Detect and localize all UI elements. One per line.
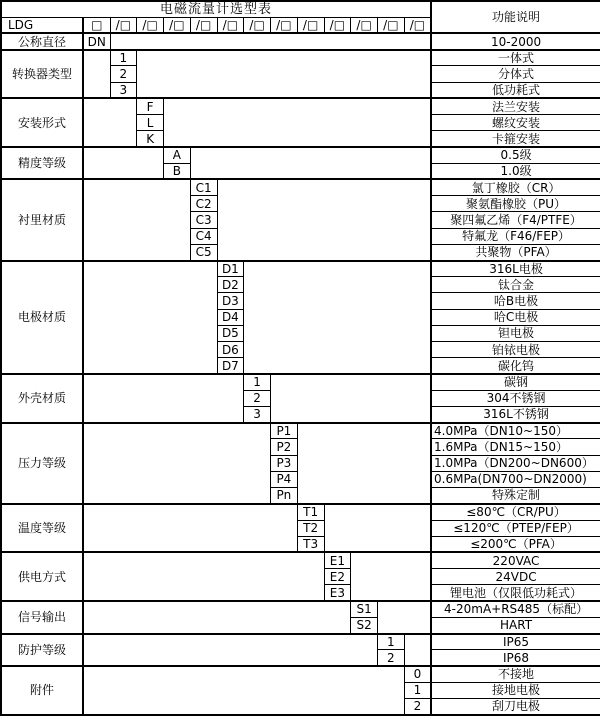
function-desc: 钛合金 bbox=[431, 277, 600, 293]
spacer-cell bbox=[83, 666, 404, 715]
code-cell: 1 bbox=[110, 50, 137, 66]
function-desc: IP68 bbox=[431, 650, 600, 666]
model-prefix: LDG bbox=[1, 17, 83, 33]
model-slot: /□ bbox=[351, 17, 378, 33]
code-cell: C1 bbox=[190, 179, 217, 195]
code-cell: Pn bbox=[271, 488, 298, 504]
function-desc: 碳化钨 bbox=[431, 358, 600, 374]
spacer-cell bbox=[83, 634, 378, 666]
model-slot: /□ bbox=[378, 17, 405, 33]
code-cell: P3 bbox=[271, 455, 298, 471]
spacer-cell bbox=[83, 98, 137, 147]
section-label: 衬里材质 bbox=[1, 179, 83, 260]
function-desc: 卡箍安装 bbox=[431, 131, 600, 147]
function-desc: 特氟龙（F46/FEP） bbox=[431, 228, 600, 244]
spacer-cell bbox=[271, 374, 432, 423]
code-cell: E3 bbox=[324, 585, 351, 601]
code-cell: D7 bbox=[217, 358, 244, 374]
spacer-cell bbox=[351, 552, 431, 601]
code-cell: 2 bbox=[404, 698, 431, 715]
section-label: 温度等级 bbox=[1, 504, 83, 553]
function-desc: 低功耗式 bbox=[431, 82, 600, 98]
code-cell: D2 bbox=[217, 277, 244, 293]
code-cell: C5 bbox=[190, 244, 217, 260]
function-desc: 不接地 bbox=[431, 666, 600, 682]
spacer-cell bbox=[217, 179, 431, 260]
function-desc: 220VAC bbox=[431, 552, 600, 568]
code-cell: 3 bbox=[110, 82, 137, 98]
code-cell: S2 bbox=[351, 617, 378, 633]
function-desc: 特殊定制 bbox=[431, 488, 600, 504]
code-cell: D6 bbox=[217, 342, 244, 358]
function-desc: 316L不锈钢 bbox=[431, 406, 600, 422]
spacer-cell bbox=[137, 50, 431, 99]
table-title: 电磁流量计选型表 bbox=[1, 1, 431, 17]
model-slot: /□ bbox=[271, 17, 298, 33]
function-desc: 分体式 bbox=[431, 66, 600, 82]
code-cell: 3 bbox=[244, 406, 271, 422]
function-desc: ≤80℃（CR/PU） bbox=[431, 504, 600, 520]
model-slot: /□ bbox=[137, 17, 164, 33]
spacer-cell bbox=[110, 33, 431, 49]
code-cell: 1 bbox=[404, 682, 431, 698]
section-label: 电极材质 bbox=[1, 261, 83, 375]
function-desc: 4.0MPa（DN10~150） bbox=[431, 423, 600, 439]
function-desc: 哈C电极 bbox=[431, 309, 600, 325]
function-desc: 锂电池（仅限低功耗式） bbox=[431, 585, 600, 601]
code-cell: 1 bbox=[244, 374, 271, 390]
spacer-cell bbox=[244, 261, 431, 375]
code-cell: F bbox=[137, 98, 164, 114]
section-label: 精度等级 bbox=[1, 147, 83, 179]
function-desc: 0.6MPa(DN700~DN2000) bbox=[431, 471, 600, 487]
code-cell: A bbox=[164, 147, 191, 163]
function-desc: 4-20mA+RS485（标配） bbox=[431, 601, 600, 617]
function-desc: 氯丁橡胶（CR） bbox=[431, 179, 600, 195]
function-desc: 哈B电极 bbox=[431, 293, 600, 309]
code-cell: DN bbox=[83, 33, 110, 49]
code-cell: C3 bbox=[190, 212, 217, 228]
code-cell: T3 bbox=[297, 536, 324, 552]
section-label: 外壳材质 bbox=[1, 374, 83, 423]
section-label: 安装形式 bbox=[1, 98, 83, 147]
function-desc: 碳钢 bbox=[431, 374, 600, 390]
model-slot: /□ bbox=[110, 17, 137, 33]
model-slot: /□ bbox=[190, 17, 217, 33]
function-desc: 钽电极 bbox=[431, 325, 600, 341]
function-desc: 共聚物（PFA） bbox=[431, 244, 600, 260]
spacer-cell bbox=[83, 423, 271, 504]
function-desc: 0.5级 bbox=[431, 147, 600, 163]
function-desc: 24VDC bbox=[431, 569, 600, 585]
spacer-cell bbox=[83, 261, 217, 375]
section-label: 附件 bbox=[1, 666, 83, 715]
section-label: 信号输出 bbox=[1, 601, 83, 633]
code-cell: K bbox=[137, 131, 164, 147]
spacer-cell bbox=[83, 50, 110, 99]
code-cell: 1 bbox=[378, 634, 405, 650]
spacer-cell bbox=[404, 634, 431, 666]
spacer-cell bbox=[297, 423, 431, 504]
code-cell: D1 bbox=[217, 261, 244, 277]
function-desc: 接地电极 bbox=[431, 682, 600, 698]
code-cell: T1 bbox=[297, 504, 324, 520]
function-desc: IP65 bbox=[431, 634, 600, 650]
section-label: 防护等级 bbox=[1, 634, 83, 666]
function-column-header: 功能说明 bbox=[431, 1, 600, 33]
function-desc: 1.6MPa（DN15~150） bbox=[431, 439, 600, 455]
model-slot: /□ bbox=[164, 17, 191, 33]
function-desc: 聚四氟乙烯（F4/PTFE） bbox=[431, 212, 600, 228]
function-desc: 铂铱电极 bbox=[431, 342, 600, 358]
code-cell: B bbox=[164, 163, 191, 179]
code-cell: P2 bbox=[271, 439, 298, 455]
spacer-cell bbox=[190, 147, 431, 179]
function-desc: 聚氨酯橡胶（PU） bbox=[431, 196, 600, 212]
function-desc: 304不锈钢 bbox=[431, 390, 600, 406]
spacer-cell bbox=[164, 98, 432, 147]
function-desc: 1.0MPa（DN200~DN600） bbox=[431, 455, 600, 471]
code-cell: C4 bbox=[190, 228, 217, 244]
spacer-cell bbox=[83, 601, 351, 633]
function-desc: 一体式 bbox=[431, 50, 600, 66]
model-slot: /□ bbox=[217, 17, 244, 33]
spacer-cell bbox=[83, 504, 297, 553]
function-desc: 螺纹安装 bbox=[431, 115, 600, 131]
function-desc: 刮刀电极 bbox=[431, 698, 600, 715]
code-cell: S1 bbox=[351, 601, 378, 617]
spacer-cell bbox=[83, 147, 164, 179]
code-cell: P4 bbox=[271, 471, 298, 487]
code-cell: D3 bbox=[217, 293, 244, 309]
code-cell: T2 bbox=[297, 520, 324, 536]
spacer-cell bbox=[378, 601, 432, 633]
code-cell: D4 bbox=[217, 309, 244, 325]
section-label: 压力等级 bbox=[1, 423, 83, 504]
code-cell: 2 bbox=[378, 650, 405, 666]
function-desc: HART bbox=[431, 617, 600, 633]
section-label: 供电方式 bbox=[1, 552, 83, 601]
spacer-cell bbox=[83, 552, 324, 601]
code-cell: D5 bbox=[217, 325, 244, 341]
function-desc: 法兰安装 bbox=[431, 98, 600, 114]
section-label: 公称直径 bbox=[1, 33, 83, 49]
spacer-cell bbox=[83, 374, 244, 423]
function-desc: 316L电极 bbox=[431, 261, 600, 277]
code-cell: C2 bbox=[190, 196, 217, 212]
function-desc: ≤200℃（PFA） bbox=[431, 536, 600, 552]
model-slot: /□ bbox=[244, 17, 271, 33]
model-box: □ bbox=[83, 17, 110, 33]
code-cell: E2 bbox=[324, 569, 351, 585]
code-cell: L bbox=[137, 115, 164, 131]
function-desc: 10-2000 bbox=[431, 33, 600, 49]
model-slot: /□ bbox=[324, 17, 351, 33]
model-slot: /□ bbox=[404, 17, 431, 33]
code-cell: 2 bbox=[244, 390, 271, 406]
spacer-cell bbox=[324, 504, 431, 553]
code-cell: E1 bbox=[324, 552, 351, 568]
function-desc: ≤120℃（PTEP/FEP） bbox=[431, 520, 600, 536]
function-desc: 1.0级 bbox=[431, 163, 600, 179]
spacer-cell bbox=[83, 179, 190, 260]
code-cell: P1 bbox=[271, 423, 298, 439]
code-cell: 2 bbox=[110, 66, 137, 82]
model-slot: /□ bbox=[297, 17, 324, 33]
code-cell: 0 bbox=[404, 666, 431, 682]
section-label: 转换器类型 bbox=[1, 50, 83, 99]
